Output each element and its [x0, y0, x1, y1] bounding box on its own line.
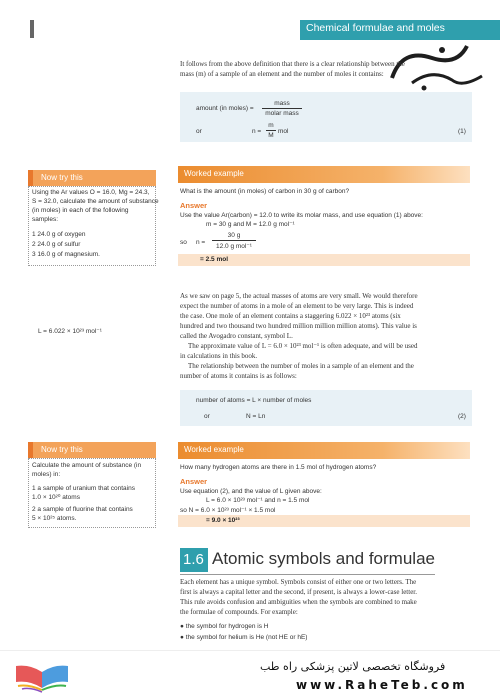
avogadro-line-1: As we saw on page 5, the actual masses of atoms are very small. We would therefore	[180, 292, 418, 300]
equation-1-m: m	[268, 122, 274, 129]
try1-line-1: Using the Ar values O = 16.0, Mg = 24.3,	[32, 189, 150, 196]
equation-1-n: n =	[252, 128, 262, 135]
worked-example-title-2: Worked example	[184, 445, 244, 454]
we1-answer-line-1: Use the value Ar(carbon) = 12.0 to write its molar mass, and use equation (1) above:	[180, 212, 423, 219]
equation-1-number: (1)	[458, 128, 466, 135]
section-rule	[180, 574, 435, 575]
avogadro-line-6: The approximate value of L = 6.0 × 10²³ mol⁻¹ is often adequate, and will be used	[188, 342, 418, 350]
avogadro-line-9: number of atoms it contains is as follows:	[180, 372, 297, 380]
we2-answer-line-2: L = 6.0 × 10²³ mol⁻¹ and n = 1.5 mol	[206, 497, 310, 504]
section-number-badge	[180, 548, 208, 572]
section-number: 1.6	[183, 551, 204, 568]
try1-item-2: 2 24.0 g of sulfur	[32, 241, 81, 248]
equation-2-box	[180, 390, 472, 426]
avogadro-margin-constant: L = 6.022 × 10²³ mol⁻¹	[38, 328, 102, 335]
equation-1-or: or	[196, 128, 202, 135]
footer-banner	[0, 650, 500, 700]
worked-example-header-2	[178, 442, 470, 459]
avogadro-line-5: called the Avogadro constant, symbol L.	[180, 332, 293, 340]
section-para-line-4: the formulae of compounds. For example:	[180, 608, 298, 616]
equation-1-numerator: mass	[274, 100, 290, 107]
we1-numerator: 30 g	[227, 232, 241, 239]
section-para-line-2: first is always a capital letter and the second, if present, is always a lower-case letter.	[180, 588, 417, 596]
footer-store-name: فروشگاه تخصصی لاتین پزشکی راه طب	[260, 660, 446, 673]
now-try-this-title-1: Now try this	[41, 173, 83, 182]
try1-line-2: S = 32.0, calculate the amount of substance	[32, 198, 159, 205]
header-title: Chemical formulae and moles	[306, 22, 445, 34]
equation-2-line-2: N = Ln	[246, 413, 266, 420]
equation-2-or: or	[204, 413, 210, 420]
equation-1-box	[180, 92, 472, 142]
equation-2-number: (2)	[458, 413, 466, 420]
equation-1-unit: mol	[278, 128, 289, 135]
avogadro-line-4: hundred and two thousand two hundred million million million atoms). This value is	[180, 322, 417, 330]
intro-line-1: It follows from the above definition that there is a clear relationship between the	[180, 60, 405, 68]
try1-line-3: (in moles) in each of the following	[32, 207, 129, 214]
avogadro-line-8: The relationship between the number of moles in a sample of an element and the	[188, 362, 414, 370]
try2-item-2b: 5 × 10²⁵ atoms.	[32, 515, 77, 522]
page-number-marker	[30, 20, 34, 38]
try2-item-1b: 1.0 × 10²⁰ atoms	[32, 494, 80, 501]
avogadro-line-3: the case. One mole of an element contains a staggering 6.022 × 10²³ atoms (six	[180, 312, 401, 320]
we2-answer-line-1: Use equation (2), and the value of L given above:	[180, 488, 322, 495]
try2-line-1: Calculate the amount of substance (in	[32, 462, 142, 469]
section-title: Atomic symbols and formulae	[212, 549, 435, 568]
intro-line-2: mass (m) of a sample of an element and the number of moles it contains:	[180, 70, 384, 78]
we1-n: n =	[196, 239, 206, 246]
we2-answer-line-3: so N = 6.0 × 10²³ mol⁻¹ × 1.5 mol	[180, 507, 276, 514]
we1-result: = 2.5 mol	[200, 256, 228, 263]
equation-1-denominator: molar mass	[265, 110, 299, 117]
worked-example-header-1	[178, 166, 470, 183]
try1-line-4: samples:	[32, 216, 59, 223]
equation-1-left: amount (in moles) =	[196, 105, 254, 112]
worked-example-title-1: Worked example	[184, 169, 244, 178]
try2-line-2: moles) in:	[32, 471, 61, 478]
equation-2-line-1: number of atoms = L × number of moles	[196, 397, 312, 404]
we2-answer-label: Answer	[180, 477, 208, 486]
bullet-2: ● the symbol for helium is He (not HE or hE)	[180, 634, 308, 641]
we1-so: so	[180, 239, 187, 246]
bullet-1-text: the symbol for hydrogen is H	[185, 623, 269, 630]
we2-question: How many hydrogen atoms are there in 1.5 mol of hydrogen atoms?	[180, 464, 377, 471]
equation-1-fraction	[262, 100, 302, 117]
footer-url[interactable]: www.RaheTeb.com	[296, 678, 468, 692]
avogadro-line-7: in calculations in this book.	[180, 352, 258, 360]
we1-denominator: 12.0 g mol⁻¹	[216, 243, 252, 250]
try1-item-3: 3 16.0 g of magnesium.	[32, 251, 100, 258]
equation-1-M: M	[268, 132, 274, 139]
we1-answer-line-2: m = 30 g and M = 12.0 g mol⁻¹	[206, 221, 295, 228]
try2-item-1a: 1 a sample of uranium that contains	[32, 485, 135, 492]
bullet-2-text: the symbol for helium is He (not HE or hE)	[185, 634, 308, 641]
we2-result: = 9.0 × 10²³	[206, 517, 240, 524]
we1-question: What is the amount (in moles) of carbon in 30 g of carbon?	[180, 188, 350, 195]
now-try-this-header-2	[28, 442, 156, 458]
avogadro-line-2: expect the number of atoms in a mole of an element to be very large. This is indeed	[180, 302, 414, 310]
we1-fraction	[212, 232, 256, 250]
now-try-this-header-1	[28, 170, 156, 186]
try2-item-2a: 2 a sample of fluorine that contains	[32, 506, 133, 513]
open-book-logo-icon	[12, 656, 72, 696]
section-para-line-1: Each element has a unique symbol. Symbols consist of either one or two letters. The	[180, 578, 417, 586]
bullet-1: ● the symbol for hydrogen is H	[180, 623, 269, 630]
now-try-this-title-2: Now try this	[41, 445, 83, 454]
try1-item-1: 1 24.0 g of oxygen	[32, 231, 86, 238]
equation-1-short-fraction	[266, 122, 276, 139]
we1-answer-label: Answer	[180, 201, 208, 210]
section-para-line-3: This rule avoids confusion and ambiguities when the symbols are combined to make	[180, 598, 417, 606]
